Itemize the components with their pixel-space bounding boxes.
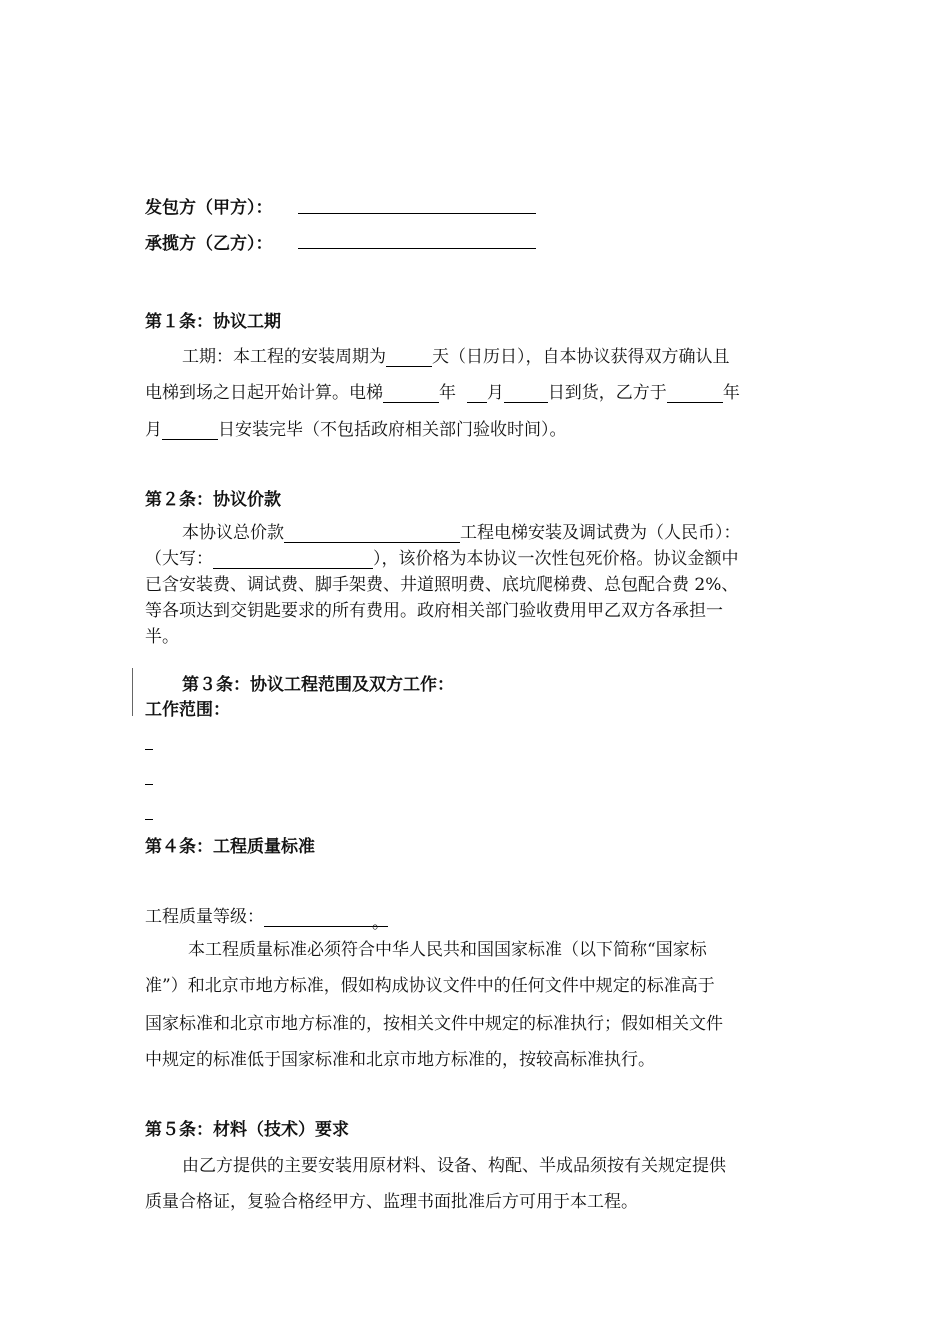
finish-day-blank <box>162 421 218 440</box>
price-in-words-blank <box>213 550 373 569</box>
article1-line2-b: 年 <box>439 383 456 403</box>
party-b-label: 承揽方（乙方）： <box>145 234 273 254</box>
arrival-day-blank <box>504 384 548 403</box>
party-a-blank <box>298 212 536 214</box>
article4-p2: 准”）和北京市地方标准，假如构成协议文件中的任何文件中规定的标准高于 <box>145 976 715 996</box>
party-a-label: 发包方（甲方）： <box>145 198 273 218</box>
scope-item-3-blank <box>145 819 153 820</box>
finish-year-blank <box>667 384 723 403</box>
article1-line3-b: 日安装完毕（不包括政府相关部门验收时间）。 <box>218 420 567 440</box>
article1-line1 <box>182 342 730 367</box>
days-blank <box>386 348 432 367</box>
quality-grade-line <box>145 902 389 933</box>
article3-heading: 第３条：协议工程范围及双方工作： <box>182 675 454 695</box>
article4-p3: 国家标准和北京市地方标准的，按相关文件中规定的标准执行；假如相关文件 <box>145 1014 723 1034</box>
article1-line2-e: 年 <box>722 383 740 403</box>
article1-line2-a: 电梯到场之日起开始计算。电梯 <box>145 383 383 403</box>
article2-line2-a: （大写： <box>145 549 213 569</box>
article2-line3: 已含安装费、调试费、脚手架费、井道照明费、底坑爬梯费、总包配合费 2%、 <box>145 575 739 595</box>
scope-label: 工作范围： <box>145 700 230 720</box>
party-b-blank <box>298 247 536 249</box>
article2-line2 <box>145 544 739 569</box>
article1-line2-d: 日到货，乙方于 <box>547 383 667 403</box>
article2-line1-a: 本协议总价款 <box>182 523 284 543</box>
scope-item-1-blank <box>145 749 153 750</box>
article2-line4: 等各项达到交钥匙要求的所有费用。政府相关部门验收费用甲乙双方各承担一 <box>145 601 723 621</box>
article4-p4: 中规定的标准低于国家标准和北京市地方标准的，按较高标准执行。 <box>145 1050 655 1070</box>
article4-p1: 本工程质量标准必须符合中华人民共和国国家标准（以下简称“国家标 <box>188 940 707 960</box>
article1-line2 <box>145 378 740 403</box>
article1-line1-a: 工期：本工程的安装周期为 <box>182 347 386 367</box>
arrival-year-blank <box>383 384 439 403</box>
article5-p2: 质量合格证，复验合格经甲方、监理书面批准后方可用于本工程。 <box>145 1192 638 1212</box>
article2-line5: 半。 <box>145 627 179 647</box>
article1-heading: 第１条：协议工期 <box>145 312 281 332</box>
article2-line1 <box>182 518 741 543</box>
quality-grade-blank <box>264 908 372 927</box>
quality-grade-label: 工程质量等级： <box>145 907 264 927</box>
article1-line3-a: 月 <box>145 420 162 440</box>
article4-heading: 第４条：工程质量标准 <box>145 837 315 857</box>
article2-line1-b: 工程电梯安装及调试费为（人民币）： <box>460 523 741 543</box>
article2-heading: 第２条：协议价款 <box>145 490 281 510</box>
total-price-blank <box>284 524 460 543</box>
article1-line3 <box>145 415 567 440</box>
article5-p1: 由乙方提供的主要安装用原材料、设备、构配、半成品须按有关规定提供 <box>182 1156 726 1176</box>
article5-heading: 第５条：材料（技术）要求 <box>145 1120 349 1140</box>
article1-line2-c: 月 <box>486 383 504 403</box>
scope-item-2-blank <box>145 784 153 785</box>
arrival-month-blank <box>467 384 487 403</box>
article1-line1-b: 天（日历日），自本协议获得双方确认且 <box>432 347 730 367</box>
revision-mark <box>132 668 133 716</box>
quality-grade-end: 。 <box>372 908 388 927</box>
article2-line2-b: ），该价格为本协议一次性包死价格。协议金额中 <box>373 549 739 569</box>
